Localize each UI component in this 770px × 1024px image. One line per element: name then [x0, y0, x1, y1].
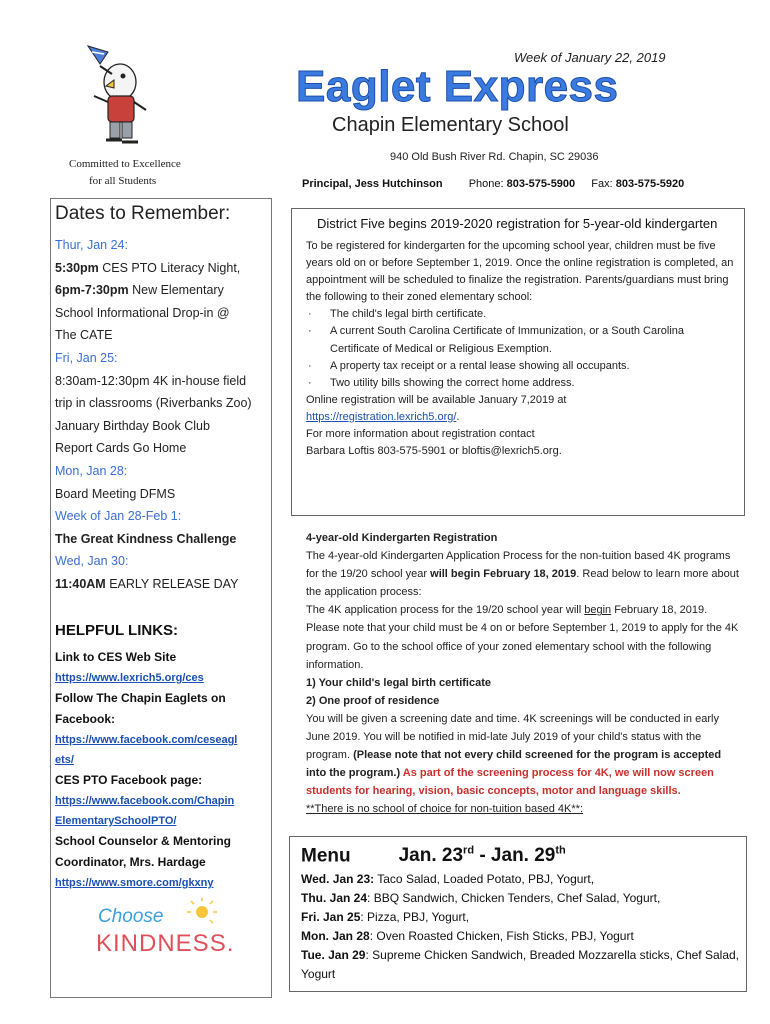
required-item: · A current South Carolina Certificate of Immunization, or a South Carolina Certificate of Medical or Religious Exemption.	[306, 323, 736, 357]
k4-note: **There is no school of choice for non-tuition based 4K**:	[306, 803, 583, 816]
event-text: Thur, Jan 24:	[55, 238, 128, 252]
event-list	[55, 234, 270, 596]
event-line	[55, 415, 270, 438]
menu-day-food: Taco Salad, Loaded Potato, PBJ, Yogurt,	[374, 872, 595, 886]
contact-line-2: Barbara Loftis 803-575-5901 or bloftis@lexrich5.org.	[306, 445, 562, 458]
event-text: School Informational Drop-in @	[55, 305, 230, 320]
event-line	[55, 347, 270, 370]
menu-day	[301, 889, 741, 908]
registration-body	[306, 238, 736, 460]
event-line	[55, 528, 270, 551]
facebook-link-line-2: ets/	[55, 754, 74, 766]
choose-kindness-logo	[92, 898, 242, 960]
event-text: Fri, Jan 25:	[55, 350, 118, 365]
event-time: 6pm-7:30pm	[55, 283, 129, 298]
event-line	[55, 279, 270, 302]
event-line	[55, 505, 270, 528]
menu-title	[301, 845, 566, 867]
event-text: New Elementary	[128, 283, 224, 298]
motto-line-2: for all Students	[89, 175, 157, 187]
event-line	[55, 234, 270, 257]
newsletter-title: Eaglet Express	[296, 62, 619, 111]
facebook-label: Follow The Chapin Eaglets on Facebook:	[55, 691, 226, 726]
event-line	[55, 302, 270, 325]
pto-link-line-1: https://www.facebook.com/Chapin	[55, 795, 235, 807]
registration-link[interactable]: https://registration.lexrich5.org/	[306, 410, 457, 423]
online-registration-text: Online registration will be available January 7,2019 at	[306, 393, 567, 406]
fax-label: Fax:	[591, 178, 613, 190]
event-time: 5:30pm	[55, 260, 99, 275]
ces-link-label: Link to CES Web Site	[55, 650, 177, 664]
event-line	[55, 437, 270, 460]
event-text: Mon, Jan 28:	[55, 463, 128, 478]
menu-day	[301, 908, 741, 927]
k4-paragraph-2: The 4K application process for the 19/20 school year will begin February 18, 2019. Please note that your child must be 4 on or before September 1, 2019 to apply for the 4K program. Go to the school office of your zoned elementary school with the following information.	[306, 604, 739, 671]
school-name: Chapin Elementary School	[332, 114, 569, 136]
registration-intro: To be registered for kindergarten for the upcoming school year, children must be five years old on or before September 1, 2019. Once the online registration is completed, an appointment will be scheduled to finalize the registration. Parents/guardians must bring the following to their zoned elementary school:	[306, 240, 734, 304]
event-line	[55, 573, 270, 596]
counselor-label: School Counselor & Mentoring Coordinator, Mrs. Hardage	[55, 834, 231, 869]
k4-requirement-2: 2) One proof of residence	[306, 694, 440, 707]
required-item: · The child's legal birth certificate.	[306, 306, 736, 323]
event-text: Board Meeting DFMS	[55, 486, 176, 501]
event-text: EARLY RELEASE DAY	[105, 576, 239, 591]
event-text: The Great Kindness Challenge	[55, 531, 237, 546]
contact-row	[302, 178, 684, 190]
event-line	[55, 257, 270, 280]
pto-facebook-link[interactable]	[55, 791, 270, 831]
menu-day-label: Tue. Jan 29	[301, 948, 366, 962]
event-line	[55, 370, 270, 393]
required-item: · Two utility bills showing the correct home address.	[306, 375, 736, 392]
dates-title: Dates to Remember:	[55, 203, 231, 224]
pto-link-line-2: ElementarySchoolPTO/	[55, 815, 177, 827]
phone-number: 803-575-5900	[506, 178, 576, 190]
school-motto	[69, 156, 181, 190]
ces-website-link[interactable]: https://www.lexrich5.org/ces	[55, 672, 204, 684]
event-line	[55, 550, 270, 573]
event-text: trip in classrooms (Riverbanks Zoo)	[55, 396, 252, 411]
contact-line-1: For more information about registration contact	[306, 428, 535, 441]
menu-label: Menu	[301, 845, 351, 867]
kindness-choose-text: Choose	[98, 906, 164, 927]
event-text: Wed, Jan 30:	[55, 554, 129, 569]
kindness-word-text: KINDNESS.	[96, 930, 235, 957]
menu-day-food: : BBQ Sandwich, Chicken Tenders, Chef Salad, Yogurt,	[367, 891, 661, 905]
menu-day	[301, 870, 741, 889]
eagle-mascot-illustration	[78, 44, 158, 150]
menu-day-label: Wed. Jan 23:	[301, 872, 375, 886]
facebook-link-line-1: https://www.facebook.com/ceseagl	[55, 734, 238, 746]
event-text: The CATE	[55, 328, 113, 343]
menu-date-range: Jan. 23rd - Jan. 29th	[398, 845, 566, 867]
k4-paragraph-1: The 4-year-old Kindergarten Application Process for the non-tuition based 4K programs for the 19/20 school year will begin February 18, 2019. Read below to learn more about the application process:	[306, 550, 739, 599]
menu-day	[301, 927, 741, 946]
menu-day-food: : Supreme Chicken Sandwich, Breaded Mozzarella sticks, Chef Salad, Yogurt	[301, 948, 739, 981]
k4-registration-section	[306, 529, 740, 819]
required-item: · A property tax receipt or a rental lease showing all occupants.	[306, 358, 736, 375]
menu-day-food: : Oven Roasted Chicken, Fish Sticks, PBJ, Yogurt	[369, 929, 634, 943]
fax-number: 803-575-5920	[615, 178, 685, 190]
principal-name: Principal, Jess Hutchinson	[302, 178, 443, 190]
event-text: Report Cards Go Home	[55, 441, 187, 456]
pto-facebook-label: CES PTO Facebook page:	[55, 773, 203, 787]
event-line	[55, 324, 270, 347]
event-text: Week of Jan 28-Feb 1:	[55, 509, 182, 524]
event-text: January Birthday Book Club	[55, 418, 210, 433]
menu-day-label: Fri. Jan 25	[301, 910, 361, 924]
k4-title: 4-year-old Kindergarten Registration	[306, 532, 498, 544]
menu-day-food: : Pizza, PBJ, Yogurt,	[360, 910, 470, 924]
menu-items	[301, 870, 741, 984]
k4-paragraph-3: You will be given a screening date and time. 4K screenings will be conducted in early June 2019. You will be notified in mid-late July 2019 of your child's status with the program. (Please note that not every child screened for the program is accepted into the program.) As part of the screening process for 4K, we will now screen students for hearing, vision, basic concepts, motor and language skills.	[306, 712, 722, 798]
issue-week: Week of January 22, 2019	[514, 50, 666, 65]
event-text: 8:30am-12:30pm 4K in-house field	[55, 373, 247, 388]
event-time: 11:40AM	[55, 576, 106, 591]
menu-day-label: Thu. Jan 24	[301, 891, 368, 905]
menu-day	[301, 946, 741, 984]
event-line	[55, 460, 270, 483]
registration-title: District Five begins 2019-2020 registration for 5-year-old kindergarten	[317, 216, 718, 231]
motto-line-1: Committed to Excellence	[69, 158, 181, 170]
event-line	[55, 392, 270, 415]
helpful-links	[55, 622, 270, 893]
facebook-link[interactable]	[55, 730, 270, 770]
event-text: CES PTO Literacy Night,	[98, 260, 241, 275]
event-line	[55, 483, 270, 506]
school-address: 940 Old Bush River Rd. Chapin, SC 29036	[390, 151, 599, 163]
k4-requirement-1: 1) Your child's legal birth certificate	[306, 676, 491, 689]
links-title: HELPFUL LINKS:	[55, 622, 179, 639]
phone-label: Phone:	[468, 178, 504, 190]
counselor-link[interactable]: https://www.smore.com/gkxny	[55, 877, 214, 889]
menu-day-label: Mon. Jan 28	[301, 929, 370, 943]
registration-link-period: .	[456, 410, 460, 423]
